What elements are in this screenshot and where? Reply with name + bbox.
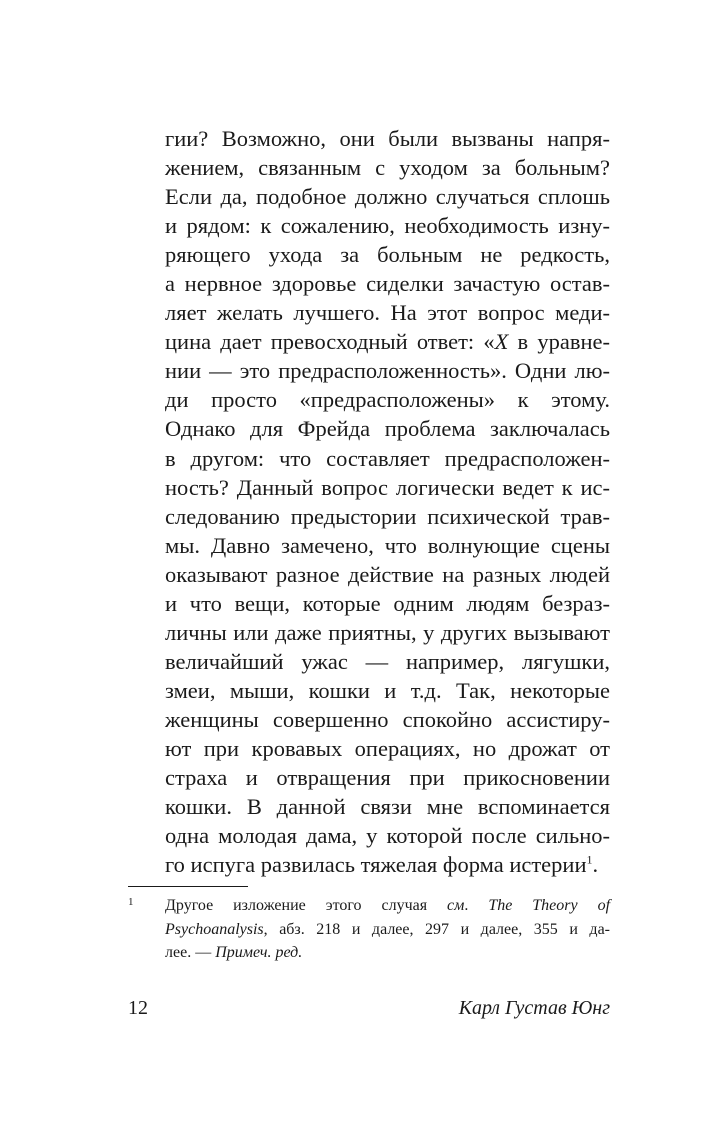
- footnote-book-title: Psychoanalysis: [165, 920, 264, 938]
- text-line: ди просто «предрасположены» к этому.: [165, 387, 610, 413]
- text-line: личны или даже приятны, у других вызывают: [165, 619, 610, 645]
- text-line: одна молодая дама, у которой после сильно-: [165, 823, 610, 849]
- footnote-book-title: The Theory of: [488, 897, 611, 914]
- editor-note: Примеч. ред.: [215, 944, 303, 961]
- text-line: страха и отвращения при прикосновении: [165, 765, 610, 791]
- text-line: гии? Возможно, они были вызваны напря-: [165, 126, 610, 151]
- text-segment: в уравне-: [508, 329, 610, 355]
- text-line: [165, 327, 610, 356]
- footnote-reference[interactable]: 1: [586, 852, 593, 867]
- text-line: мы. Давно замечено, что волнующие сцены: [165, 532, 610, 558]
- footnote-line: [165, 918, 610, 942]
- text-line: ют при кровавых операциях, но дрожат от: [165, 735, 610, 761]
- footnote-line: [165, 941, 610, 965]
- text-line: Однако для Фрейда проблема заключалась: [165, 416, 610, 442]
- text-line: а нервное здоровье сиделки зачастую остав-: [165, 271, 610, 297]
- text-segment: го испуга развилась тяжелая форма истерии: [165, 852, 587, 878]
- text-line: ряющего ухода за больным не редкость,: [165, 242, 610, 268]
- text-line: и рядом: к сожалению, необходимость изну-: [165, 213, 610, 239]
- text-line: Если да, подобное должно случаться сплошь: [165, 184, 610, 210]
- running-footer-author: Карл Густав Юнг: [458, 997, 610, 1019]
- page-number: 12: [128, 997, 148, 1019]
- footnote-text: Другое изложение этого случая: [165, 897, 448, 914]
- text-line: и что вещи, которые одним людям безраз-: [165, 590, 610, 616]
- text-segment: цина дает превосходный ответ: «: [165, 329, 495, 355]
- main-text: [165, 124, 610, 879]
- text-line: женщины совершенно спокойно ассистиру-: [165, 706, 610, 732]
- text-line: ность? Данный вопрос логически ведет к ис-: [165, 474, 610, 500]
- footnote-line: [165, 894, 610, 918]
- text-line: ляет желать лучшего. На этот вопрос меди-: [165, 300, 610, 326]
- text-line: [165, 850, 610, 879]
- footnote: [128, 894, 610, 965]
- text-line: величайший ужас — например, лягушки,: [165, 648, 610, 674]
- text-line: змеи, мыши, кошки и т.д. Так, некоторые: [165, 677, 610, 703]
- text-line: следованию предыстории психической трав-: [165, 503, 610, 529]
- footnote-text: .: [464, 897, 489, 914]
- footnote-marker: 1: [128, 896, 134, 908]
- footnote-separator: [128, 886, 248, 887]
- footnote-text: , абз. 218 и далее, 297 и далее, 355 и да-: [263, 920, 610, 938]
- text-line: оказывают разное действие на разных людей: [165, 561, 610, 587]
- footnote-see: см: [447, 897, 465, 914]
- text-line: жением, связанным с уходом за больным?: [165, 155, 610, 181]
- footnote-body: [165, 894, 610, 965]
- text-line: кошки. В данной связи мне вспоминается: [165, 794, 610, 820]
- variable-x: X: [494, 329, 509, 355]
- final-period: .: [592, 852, 599, 878]
- text-line: нии — это предрасположенность». Одни лю-: [165, 358, 610, 384]
- footnote-text: лее. —: [165, 944, 216, 961]
- text-line: в другом: что составляет предрасположен-: [165, 445, 610, 471]
